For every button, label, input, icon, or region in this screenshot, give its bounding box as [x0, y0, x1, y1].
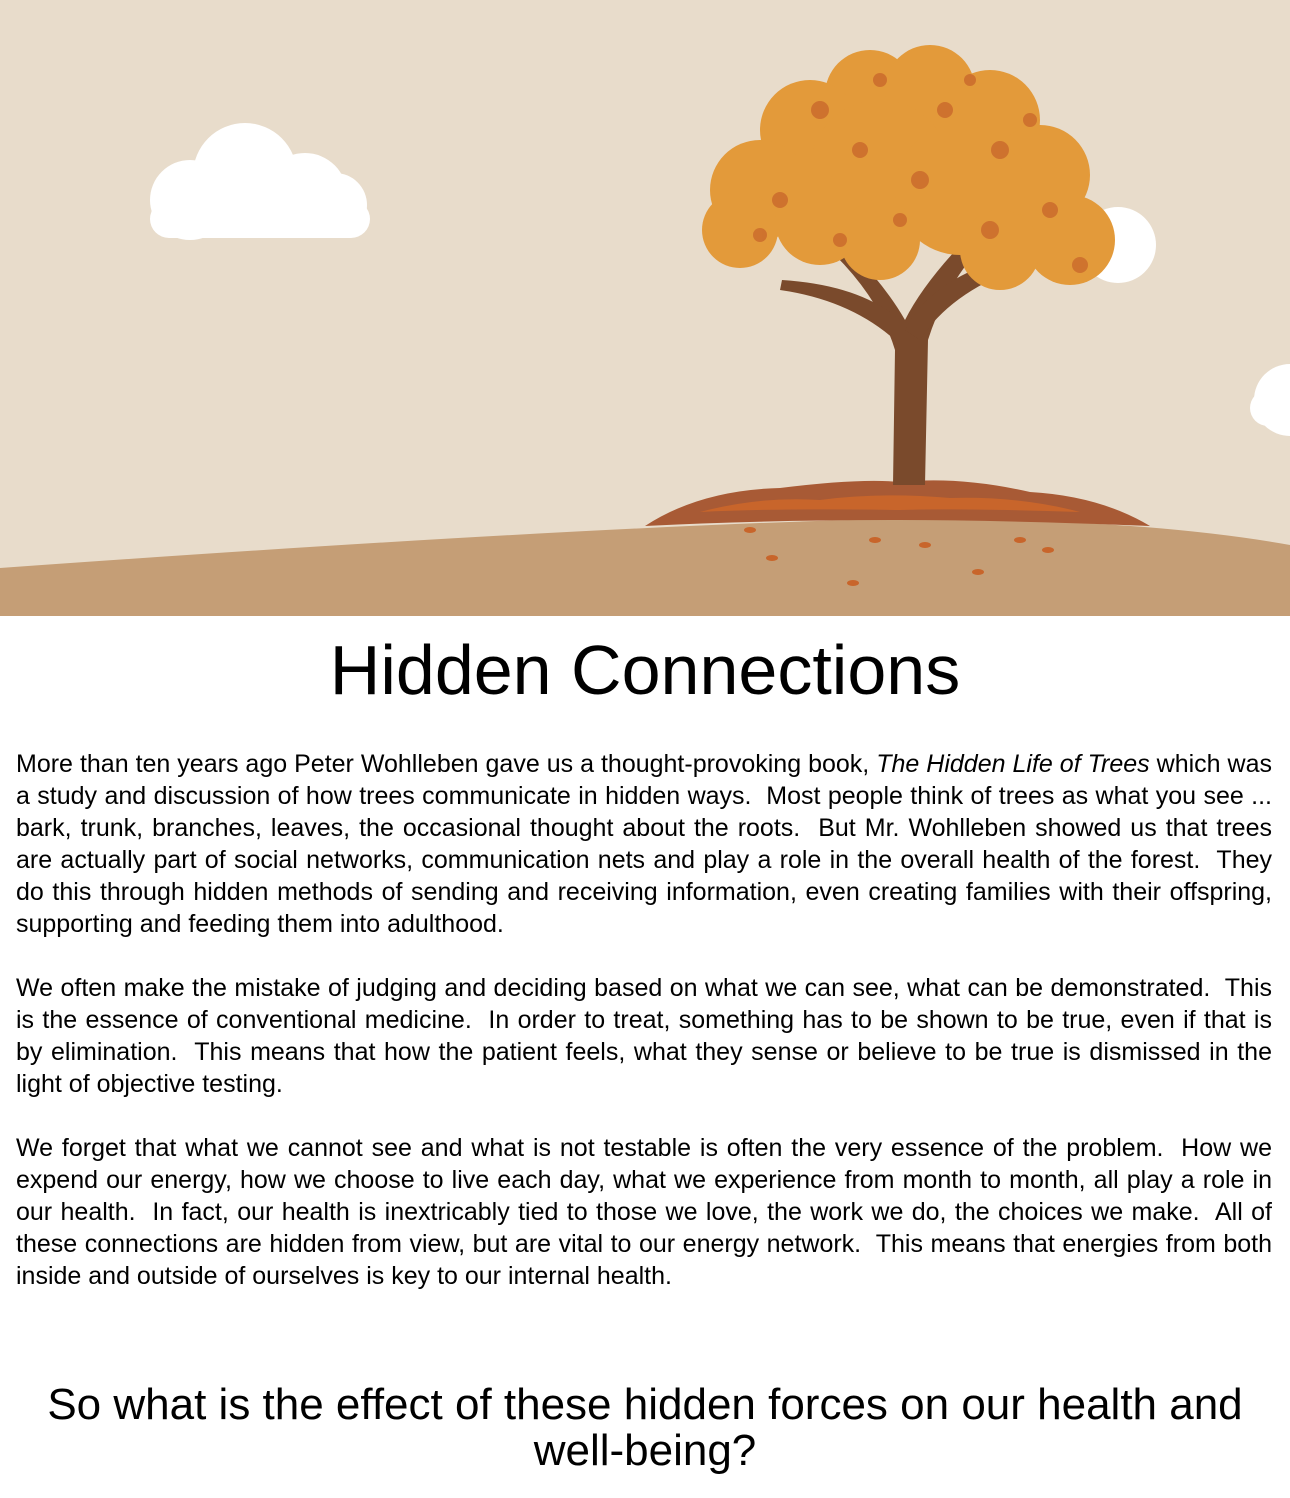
page-title: Hidden Connections: [329, 631, 961, 709]
paragraph: We forget that what we cannot see and what is not testable is often the very essence of the problem. How we expend our energy, how we choose to live each day, what we experience from month to month, all play a role in our health. In fact, our health is inextricably tied to those we love, the work we do, the choices we make. All of these connections are hidden from view, but are vital to our energy network. This means that energies from both inside and outside of ourselves is key to our internal health.: [16, 1134, 1279, 1290]
hero-illustration: [0, 0, 1290, 616]
book-title: The Hidden Life of Trees: [876, 750, 1150, 778]
subheading: So what is the effect of these hidden forces on our health and well-being?: [47, 1380, 1243, 1475]
paragraph: More than ten years ago Peter Wohlleben gave us a thought-provoking book, The Hidden Life of Trees which was a study and discussion of how trees communicate in hidden ways. Most people think of trees as what you see ... bark, trunk, branches, leaves, the occasional thought about the roots. But Mr. Wohlleben showed us that trees are actually part of social networks, communication nets and play a role in the overall health of the forest. They do this through hidden methods of sending and receiving information, even creating families with their offspring, supporting and feeding them into adulthood.: [16, 750, 1279, 938]
article-body: [16, 748, 1279, 1324]
paragraph: We often make the mistake of judging and deciding based on what we can see, what can be demonstrated. This is the essence of conventional medicine. In order to treat, something has to be shown to be true, even if that is by elimination. This means that how the patient feels, what they sense or believe to be true is dismissed in the light of objective testing.: [16, 974, 1279, 1098]
